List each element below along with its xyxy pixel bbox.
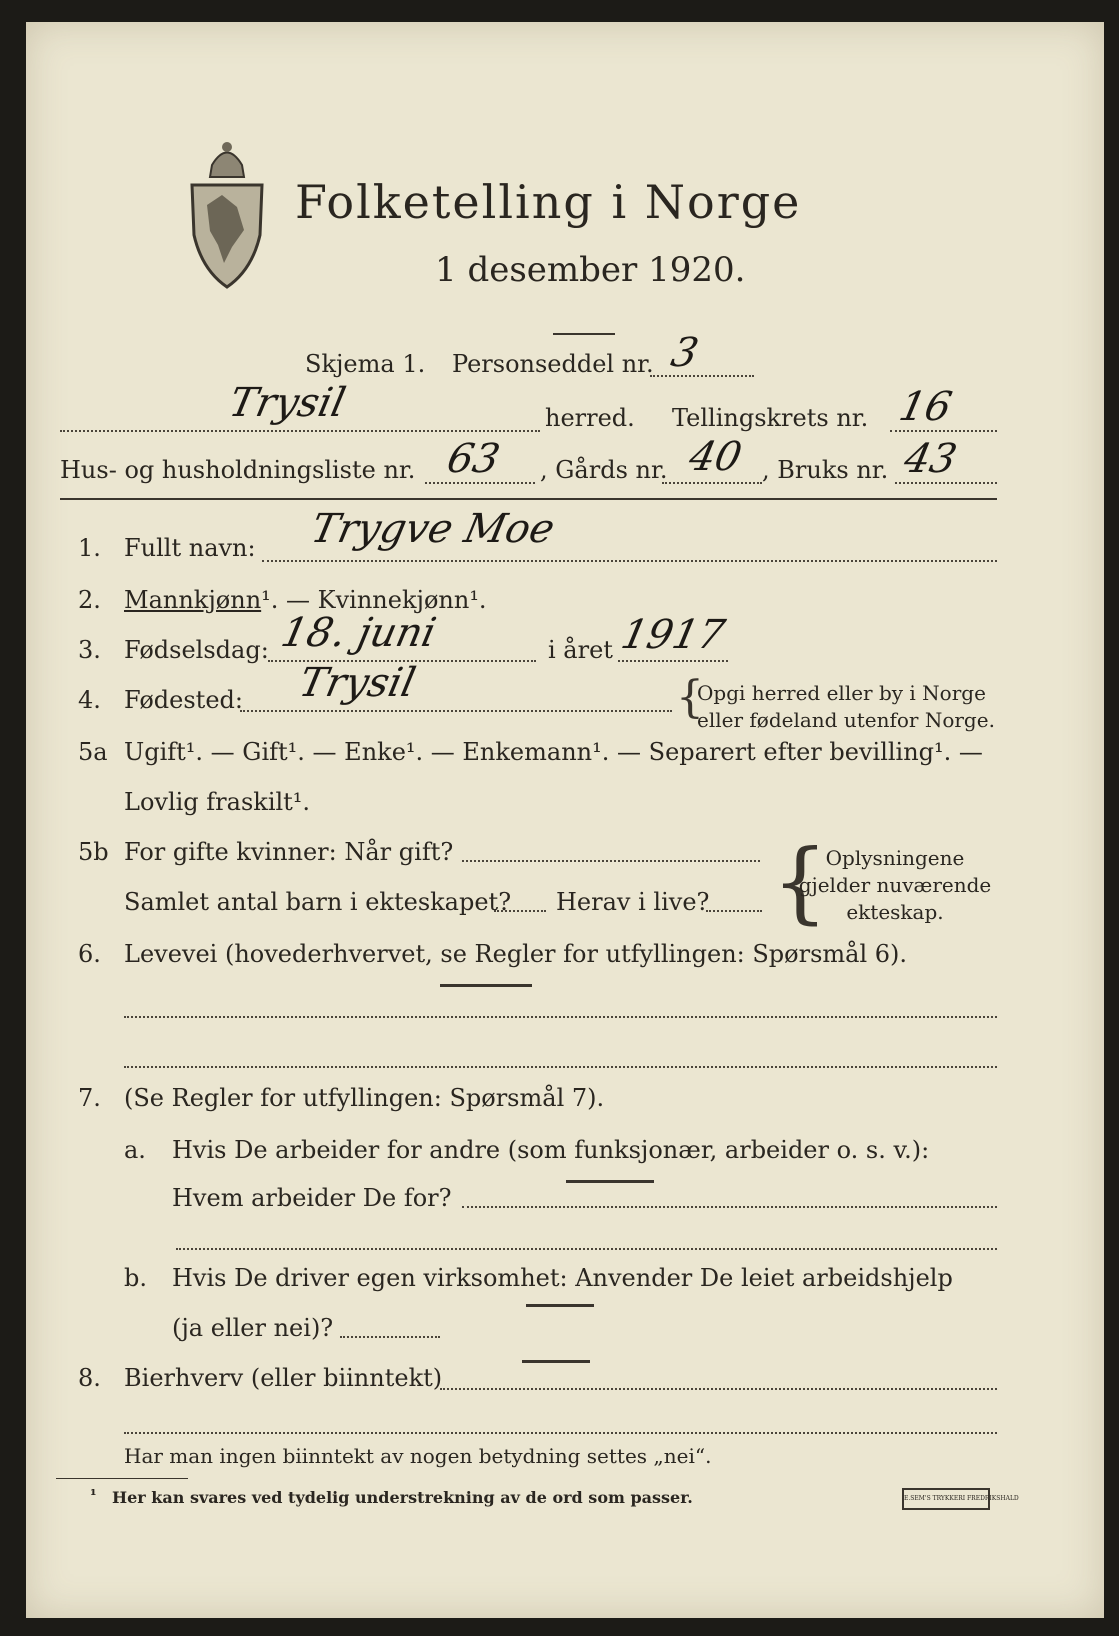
q7b-line[interactable]	[340, 1336, 440, 1338]
q7a-question: Hvis De arbeider for andre (som funksjonær, arbeider o. s. v.):	[172, 1136, 930, 1164]
q8-label: Bierhverv (eller biinntekt)	[124, 1364, 443, 1392]
herred-value[interactable]: Trysil	[225, 380, 350, 426]
bruks-value[interactable]: 43	[900, 436, 961, 482]
gender-option-male[interactable]: Mannkjønn	[124, 586, 262, 614]
q5b-children-line	[494, 910, 546, 912]
q7b-yes-no-label: (ja eller nei)?	[172, 1314, 334, 1342]
q7-number: 7.	[78, 1084, 101, 1112]
q5b-brace: {	[772, 830, 828, 933]
q7-label: (Se Regler for utfyllingen: Spørsmål 7).	[124, 1084, 605, 1112]
q7a-employer-line[interactable]	[462, 1206, 997, 1208]
q3-label: Fødselsdag:	[124, 636, 269, 664]
q7a-employer-label: Hvem arbeider De for?	[172, 1184, 452, 1212]
footnote-text: Her kan svares ved tydelig understrekning av de ord som passer.	[112, 1488, 693, 1507]
printer-stamp: E.SEM'S TRYKKERI FREDRIKSHALD	[902, 1488, 990, 1510]
personseddel-line	[650, 375, 754, 377]
q6-pen-dash	[440, 984, 532, 987]
q5b-married-line	[462, 860, 760, 862]
q1-line	[262, 560, 997, 562]
birthplace-value[interactable]: Trysil	[295, 660, 420, 706]
q8-pen-dash	[522, 1360, 590, 1363]
header-separator	[60, 498, 997, 500]
marital-status-option-divorced[interactable]: Lovlig fraskilt¹.	[124, 788, 311, 816]
personseddel-label: Personseddel nr.	[452, 350, 654, 378]
q4-number: 4.	[78, 686, 101, 714]
bruks-label: , Bruks nr.	[762, 456, 889, 484]
q2-separator: ¹. —	[261, 586, 318, 614]
herred-line	[60, 430, 540, 432]
q8-extra-line[interactable]	[124, 1432, 997, 1434]
q5b-children-label: Samlet antal barn i ekteskapet?	[124, 888, 512, 916]
q3-year-line	[618, 660, 728, 662]
footnote-rule	[56, 1478, 188, 1479]
q6-line-1[interactable]	[124, 1016, 997, 1018]
q6-number: 6.	[78, 940, 101, 968]
q5b-married-label: For gifte kvinner: Når gift?	[124, 838, 454, 866]
q7b-number: b.	[124, 1264, 147, 1292]
q5b-alive-line	[706, 910, 762, 912]
q7a-number: a.	[124, 1136, 146, 1164]
q7a-pen-dash	[566, 1180, 654, 1183]
footer-note: Har man ingen biinntekt av nogen betydning settes „nei“.	[124, 1444, 712, 1468]
bruks-line	[895, 482, 997, 484]
tellingskrets-line	[890, 430, 997, 432]
q1-label: Fullt navn:	[124, 534, 256, 562]
tellingskrets-value[interactable]: 16	[895, 384, 956, 430]
q2-number: 2.	[78, 586, 101, 614]
q5b-note-line3: ekteskap.	[846, 900, 944, 924]
norway-coat-of-arms-icon	[182, 135, 272, 290]
q4-brace: {	[676, 672, 704, 723]
form-date: 1 desember 1920.	[435, 250, 746, 290]
q5b-note-line2: gjelder nuværende	[798, 873, 992, 897]
gards-value[interactable]: 40	[685, 434, 746, 480]
full-name-value[interactable]: Trygve Moe	[307, 506, 559, 552]
q2-end: ¹.	[469, 586, 487, 614]
q7b-question: Hvis De driver egen virksomhet: Anvender De leiet arbeidshjelp	[172, 1264, 953, 1292]
birthday-value[interactable]: 18. juni	[277, 610, 440, 656]
form-title: Folketelling i Norge	[295, 175, 802, 229]
tellingskrets-label: Tellingskrets nr.	[672, 404, 869, 432]
personseddel-value[interactable]: 3	[667, 330, 703, 376]
q5a-number: 5a	[78, 738, 108, 766]
hus-line	[425, 482, 535, 484]
title-divider	[553, 333, 615, 335]
q8-number: 8.	[78, 1364, 101, 1392]
q5b-note-line1: Oplysningene	[825, 846, 965, 870]
hus-value[interactable]: 63	[443, 436, 504, 482]
q6-label: Levevei (hovederhvervet, se Regler for utfyllingen: Spørsmål 6).	[124, 940, 908, 968]
q7a-extra-line[interactable]	[176, 1248, 997, 1250]
q5b-number: 5b	[78, 838, 109, 866]
hus-label: Hus- og husholdningsliste nr.	[60, 456, 416, 484]
q7b-pen-dash	[526, 1304, 594, 1307]
q8-line[interactable]	[440, 1388, 997, 1390]
q4-line	[240, 710, 672, 712]
q4-label: Fødested:	[124, 686, 243, 714]
birth-year-value[interactable]: 1917	[617, 612, 729, 658]
q6-line-2[interactable]	[124, 1066, 997, 1068]
q4-note-line1: Opgi herred eller by i Norge	[697, 681, 986, 705]
skjema-label: Skjema 1.	[305, 350, 426, 378]
gards-line	[662, 482, 762, 484]
q3-number: 3.	[78, 636, 101, 664]
gards-label: , Gårds nr.	[540, 456, 668, 484]
q4-note-line2: eller fødeland utenfor Norge.	[697, 708, 995, 732]
marital-status-options[interactable]: Ugift¹. — Gift¹. — Enke¹. — Enkemann¹. — Separert efter bevilling¹. —	[124, 738, 983, 766]
herred-label: herred.	[545, 404, 635, 432]
gender-option-female[interactable]: Kvinnekjønn	[317, 586, 470, 614]
q3-year-label: i året	[548, 636, 613, 664]
footnote-marker: ¹	[90, 1486, 97, 1504]
q1-number: 1.	[78, 534, 101, 562]
q5b-alive-label: Herav i live?	[556, 888, 710, 916]
